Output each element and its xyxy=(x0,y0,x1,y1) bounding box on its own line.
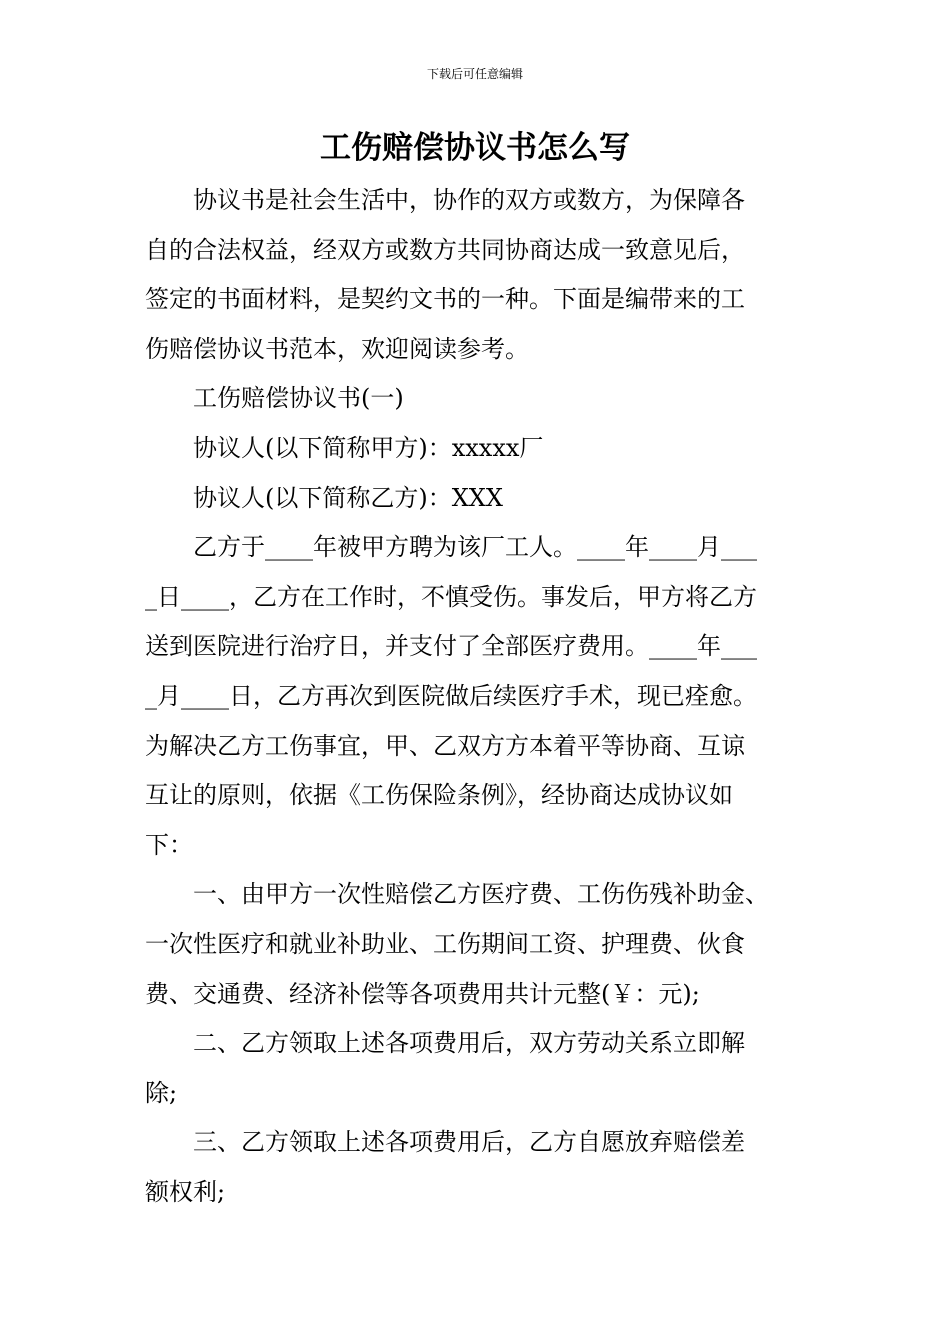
clause-2-line: 除; xyxy=(145,1078,178,1107)
clause-2 xyxy=(145,1019,810,1118)
clause-1-line: 费、交通费、经济补偿等各项费用共计元整(￥：元); xyxy=(145,979,700,1008)
facts-line: _日____，乙方在工作时，不慎受伤。事发后，甲方将乙方 xyxy=(145,582,757,611)
document-title: 工伤赔偿协议书怎么写 xyxy=(320,130,630,166)
clause-2-line: 二、乙方领取上述各项费用后，双方劳动关系立即解 xyxy=(145,1029,745,1058)
facts-line: 互让的原则，依据《工伤保险条例》，经协商达成协议如 xyxy=(145,781,733,810)
agreement-subtitle: 工伤赔偿协议书(一) xyxy=(145,384,404,413)
party-a-line: 协议人(以下简称甲方)：xxxxx厂 xyxy=(145,433,544,462)
clause-1 xyxy=(145,870,810,1019)
facts-line: 为解决乙方工伤事宜，甲、乙双方方本着平等协商、互谅 xyxy=(145,731,745,760)
party-b-line: 协议人(以下简称乙方)：XXX xyxy=(145,483,503,512)
intro-paragraph xyxy=(145,176,810,374)
intro-line: 签定的书面材料，是契约文书的一种。下面是编带来的工 xyxy=(145,285,745,314)
page-header-note: 下载后可任意编辑 xyxy=(426,67,523,81)
facts-paragraph xyxy=(145,523,810,870)
facts-line: 乙方于____年被甲方聘为该厂工人。____年____月___ xyxy=(145,533,757,562)
intro-line: 自的合法权益，经双方或数方共同协商达成一致意见后， xyxy=(145,235,745,264)
clause-3-line: 三、乙方领取上述各项费用后，乙方自愿放弃赔偿差 xyxy=(145,1128,745,1157)
facts-line: 下： xyxy=(145,830,193,859)
clause-1-line: 一、由甲方一次性赔偿乙方医疗费、工伤伤残补助金、 xyxy=(145,880,769,909)
intro-line: 协议书是社会生活中，协作的双方或数方，为保障各 xyxy=(145,186,745,214)
clause-1-line: 一次性医疗和就业补助业、工伤期间工资、护理费、伙食 xyxy=(145,929,745,958)
facts-line: 送到医院进行治疗日，并支付了全部医疗费用。____年___ xyxy=(145,632,757,661)
clause-3 xyxy=(145,1118,810,1217)
intro-line: 伤赔偿协议书范本，欢迎阅读参考。 xyxy=(145,334,529,363)
document-body xyxy=(145,176,810,1217)
facts-line: _月____日，乙方再次到医院做后续医疗手术，现已痊愈。 xyxy=(145,681,757,710)
clause-3-line: 额权利; xyxy=(145,1177,226,1206)
